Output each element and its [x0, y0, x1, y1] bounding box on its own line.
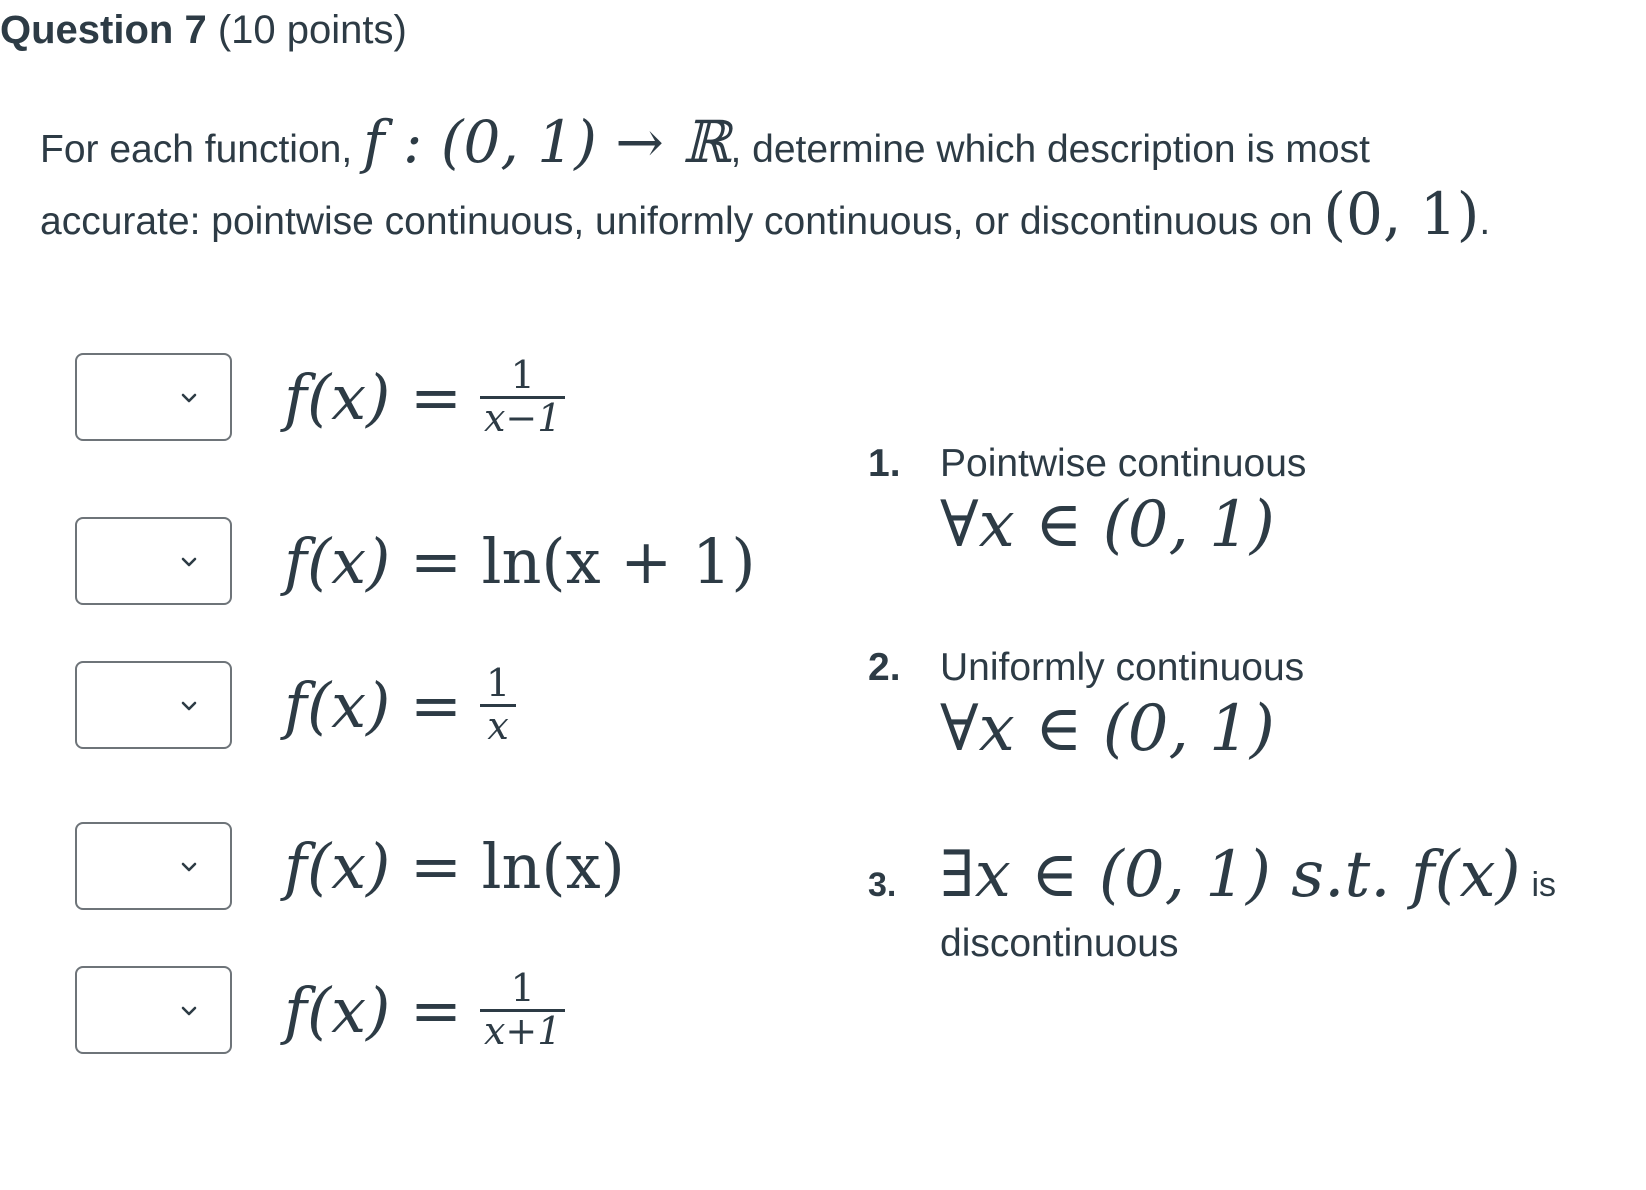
question-row-4 — [75, 821, 625, 911]
function-fraction-3 — [480, 660, 516, 748]
instructions-line-1 — [40, 108, 1370, 176]
answer-dropdown-2[interactable] — [75, 517, 232, 605]
function-fraction-1 — [480, 352, 565, 440]
function-fraction-5 — [480, 965, 565, 1053]
function-formula-2 — [284, 525, 756, 598]
function-formula-3 — [284, 660, 516, 748]
question-row-1 — [75, 352, 565, 442]
fraction-denominator-1: x−1 — [483, 395, 562, 440]
instructions-math-1: f : (0, 1) → ℝ — [363, 108, 731, 176]
answer-dropdown-5[interactable] — [75, 966, 232, 1054]
question-points: (10 points) — [217, 8, 407, 52]
function-rhs-2: ln(x + 1) — [481, 524, 756, 598]
fraction-denominator-5: x+1 — [483, 1008, 562, 1053]
option-number-1: 1. — [868, 442, 901, 485]
answer-dropdown-4[interactable] — [75, 822, 232, 910]
chevron-down-icon — [180, 553, 198, 571]
chevron-down-icon — [180, 389, 198, 407]
function-lhs-2: f(x) = — [284, 524, 462, 598]
chevron-down-icon — [180, 858, 198, 876]
question-row-3 — [75, 660, 516, 750]
function-lhs-3: f(x) = — [284, 668, 462, 742]
fraction-numerator-5: 1 — [510, 965, 535, 1010]
option-label-2: Uniformly continuous — [940, 646, 1305, 689]
option-item-2 — [868, 646, 1305, 766]
fraction-numerator-3: 1 — [485, 660, 511, 705]
function-rhs-4: ln(x) — [481, 829, 625, 903]
function-lhs-1: f(x) = — [284, 360, 462, 434]
instructions-line-2 — [40, 180, 1490, 248]
function-lhs-4: f(x) = — [284, 829, 462, 903]
option-item-1 — [868, 442, 1307, 562]
question-header — [0, 8, 407, 53]
question-title: Question 7 — [0, 8, 207, 52]
instructions-math-2: (0, 1) — [1323, 180, 1480, 248]
function-lhs-5: f(x) = — [284, 973, 462, 1047]
option-item-3 — [868, 838, 1556, 965]
option-number-3: 3. — [868, 866, 897, 904]
instructions-text-1: For each function, — [40, 128, 353, 171]
chevron-down-icon — [180, 1002, 198, 1020]
answer-dropdown-1[interactable] — [75, 353, 232, 441]
question-row-2 — [75, 516, 756, 606]
option-label-3b: discontinuous — [940, 922, 1179, 965]
chevron-down-icon — [180, 697, 198, 715]
instructions-text-4: . — [1479, 200, 1491, 243]
option-label-3a: is — [1531, 866, 1556, 904]
instructions-text-3: accurate: pointwise continuous, uniformly continuous, or discontinuous on — [40, 200, 1313, 243]
option-label-1: Pointwise continuous — [940, 442, 1307, 485]
question-row-5 — [75, 965, 565, 1055]
fraction-denominator-3: x — [487, 703, 509, 748]
option-number-2: 2. — [868, 646, 901, 689]
function-formula-4 — [284, 830, 625, 903]
option-math-2: ∀x ∈ (0, 1) — [940, 692, 1275, 766]
fraction-numerator-1: 1 — [510, 352, 535, 397]
option-math-3: ∃x ∈ (0, 1) s.t. f(x) — [940, 838, 1521, 912]
option-math-1: ∀x ∈ (0, 1) — [940, 488, 1275, 562]
instructions-text-2: , determine which description is most — [730, 128, 1370, 171]
function-formula-1 — [284, 352, 565, 440]
answer-dropdown-3[interactable] — [75, 661, 232, 749]
function-formula-5 — [284, 965, 565, 1053]
